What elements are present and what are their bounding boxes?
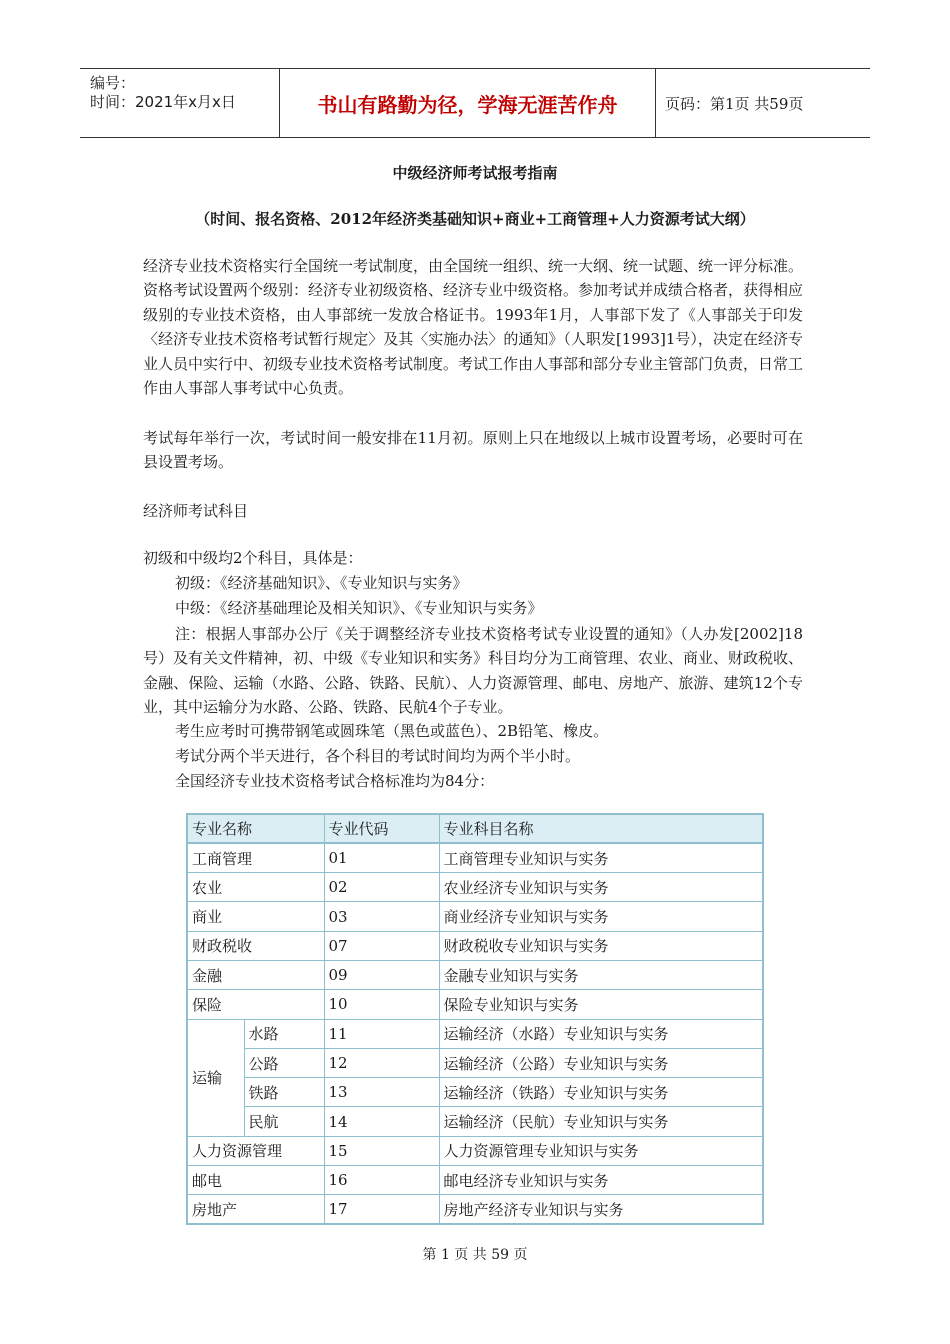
subject-name: 保险专业知识与实务 — [439, 990, 763, 1019]
specialty-name: 房地产 — [187, 1195, 324, 1224]
subject-name: 运输经济（铁路）专业知识与实务 — [439, 1078, 763, 1107]
header-specialty-name: 专业名称 — [187, 814, 324, 843]
subject-name: 人力资源管理专业知识与实务 — [439, 1136, 763, 1165]
specialty-code: 13 — [324, 1078, 439, 1107]
table-row — [187, 1166, 763, 1195]
paragraph-intro: 经济专业技术资格实行全国统一考试制度，由全国统一组织、统一大纲、统一试题、统一评分标准。资格考试设置两个级别：经济专业初级资格、经济专业中级资格。参加考试并成绩合格者，获得相应级别的专业技术资格，由人事部统一发放合格证书。1993年1月，人事部下发了《人事部关于印发〈经济专业技术资格考试暂行规定〉及其〈实施办法〉的通知》（人职发[1993]1号），决定在经济专业人员中实行中、初级专业技术资格考试制度。考试工作由人事部和部分专业主管部门负责，日常工作由人事部人事考试中心负责。 — [143, 257, 804, 398]
subject-name: 运输经济（民航）专业知识与实务 — [439, 1107, 763, 1136]
specialty-code: 17 — [324, 1195, 439, 1224]
sub-specialty-name: 铁路 — [244, 1078, 324, 1107]
code-label: 编号： — [90, 74, 136, 92]
table-row — [187, 902, 763, 931]
specialty-code: 15 — [324, 1136, 439, 1165]
doc-subtitle: （时间、报名资格、2012年经济类基础知识+商业+工商管理+人力资源考试大纲） — [195, 210, 755, 228]
specialty-code: 07 — [324, 931, 439, 960]
specialty-name: 人力资源管理 — [187, 1136, 324, 1165]
junior-subjects: 初级：《经济基础知识》、《专业知识与实务》 — [175, 574, 468, 592]
table-row — [187, 1107, 763, 1136]
table-row — [187, 1136, 763, 1165]
table-row — [187, 1195, 763, 1224]
table-header-row — [187, 814, 763, 843]
transport-group-name: 运输 — [187, 1019, 244, 1136]
header-motto: 书山有路勤为径，学海无涯苦作舟 — [280, 69, 656, 137]
specialty-code: 01 — [324, 843, 439, 872]
sub-specialty-name: 水路 — [244, 1019, 324, 1048]
specialty-name: 农业 — [187, 873, 324, 902]
section-heading: 经济师考试科目 — [143, 502, 249, 520]
subject-name: 财政税收专业知识与实务 — [439, 931, 763, 960]
specialty-code: 09 — [324, 960, 439, 989]
note-paragraph: 注：根据人事部办公厅《关于调整经济专业技术资格考试专业设置的通知》（人办发[2002]18号）及有关文件精神，初、中级《专业知识和实务》科目均分为工商管理、农业、商业、财政税收、金融、保险、运输（水路、公路、铁路、民航）、人力资源管理、邮电、房地产、旅游、建筑12个专业，其中运输分为水路、公路、铁路、民航4个子专业。 — [143, 625, 804, 717]
specialty-code: 12 — [324, 1048, 439, 1077]
specialty-name: 保险 — [187, 990, 324, 1019]
specialty-name: 财政税收 — [187, 931, 324, 960]
subject-name: 金融专业知识与实务 — [439, 960, 763, 989]
sub-specialty-name: 民航 — [244, 1107, 324, 1136]
paragraph-schedule: 考试每年举行一次，考试时间一般安排在11月初。原则上只在地级以上城市设置考场，必要时可在县设置考场。 — [143, 429, 803, 472]
header-meta — [80, 69, 280, 137]
specialty-name: 邮电 — [187, 1166, 324, 1195]
document-header — [80, 68, 870, 138]
table-row — [187, 931, 763, 960]
page-footer: 第 1 页 共 59 页 — [422, 1247, 528, 1263]
subject-name: 农业经济专业知识与实务 — [439, 873, 763, 902]
subject-name: 运输经济（公路）专业知识与实务 — [439, 1048, 763, 1077]
specialty-name: 金融 — [187, 960, 324, 989]
subject-name: 商业经济专业知识与实务 — [439, 902, 763, 931]
table-row — [187, 960, 763, 989]
specialty-code: 16 — [324, 1166, 439, 1195]
specialty-table — [186, 813, 764, 1225]
specialty-name: 工商管理 — [187, 843, 324, 872]
doc-title: 中级经济师考试报考指南 — [392, 164, 558, 182]
subject-name: 工商管理专业知识与实务 — [439, 843, 763, 872]
table-row — [187, 1048, 763, 1077]
passing-standard: 全国经济专业技术资格考试合格标准均为84分： — [175, 772, 495, 790]
specialty-code: 11 — [324, 1019, 439, 1048]
specialty-code: 03 — [324, 902, 439, 931]
table-row — [187, 1078, 763, 1107]
table-row — [187, 873, 763, 902]
subject-name: 运输经济（水路）专业知识与实务 — [439, 1019, 763, 1048]
header-page-info: 页码：第1页 共59页 — [665, 94, 804, 113]
subject-name: 房地产经济专业知识与实务 — [439, 1195, 763, 1224]
header-subject-name: 专业科目名称 — [439, 814, 763, 843]
header-specialty-code: 专业代码 — [324, 814, 439, 843]
date-label: 时间：2021年x月x日 — [90, 93, 236, 111]
table-row — [187, 843, 763, 872]
specialty-code: 14 — [324, 1107, 439, 1136]
specialty-code: 10 — [324, 990, 439, 1019]
sub-specialty-name: 公路 — [244, 1048, 324, 1077]
table-row — [187, 990, 763, 1019]
specialty-code: 02 — [324, 873, 439, 902]
exam-duration: 考试分两个半天进行，各个科目的考试时间均为两个半小时。 — [175, 747, 581, 765]
subject-name: 邮电经济专业知识与实务 — [439, 1166, 763, 1195]
table-row — [187, 1019, 763, 1048]
subjects-intro: 初级和中级均2个科目，具体是： — [143, 549, 363, 567]
specialty-name: 商业 — [187, 902, 324, 931]
exam-tools: 考生应考时可携带钢笔或圆珠笔（黑色或蓝色）、2B铅笔、橡皮。 — [175, 722, 609, 740]
mid-subjects: 中级：《经济基础理论及相关知识》、《专业知识与实务》 — [175, 599, 543, 617]
